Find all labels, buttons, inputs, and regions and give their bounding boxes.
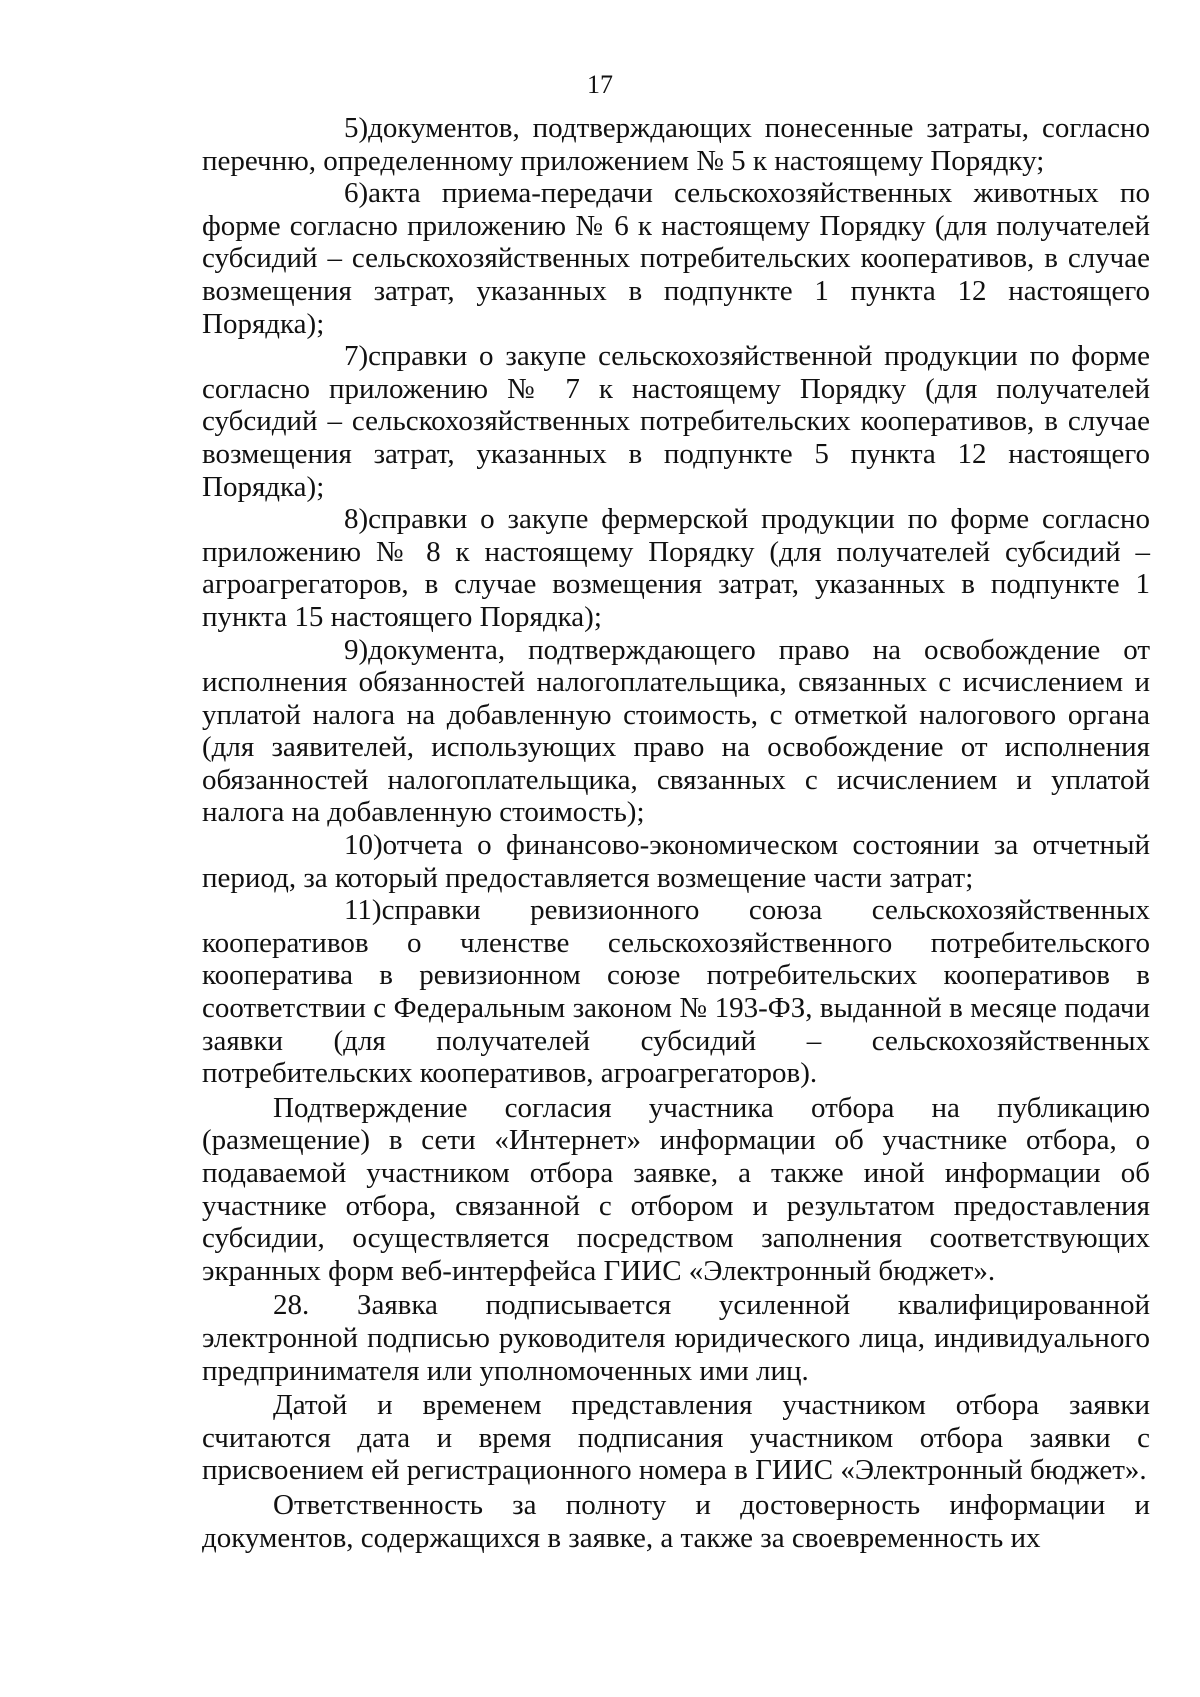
list-item-text: справки о закупе фермерской продукции по форме согласно приложению № 8 к настоящему Порядку (для получателей субсидий – агроагрегаторов, в случае возмещения затрат, указанных в подпункте 1 пункта 15 настоящего Порядка); — [202, 503, 1150, 633]
list-item-text: документов, подтверждающих понесенные затраты, согласно перечню, определенному приложением № 5 к настоящему Порядку; — [202, 112, 1150, 177]
list-item-number: 10) — [344, 829, 383, 862]
list-item-number: 6) — [344, 177, 369, 210]
list-item-number: 5) — [344, 112, 369, 144]
list-item — [202, 894, 1150, 1090]
list-item-text: справки о закупе сельскохозяйственной продукции по форме согласно приложению № 7 к настоящему Порядку (для получателей субсидий – сельскохозяйственных потребительских кооперативов, в случае возмещения затрат, указанных в подпункте 5 пункта 12 настоящего Порядка); — [202, 340, 1150, 503]
list-item-number: 9) — [344, 633, 369, 666]
list-item — [202, 634, 1150, 830]
document-body — [202, 112, 1150, 1554]
list-item — [202, 340, 1150, 503]
list-item-number: 7) — [344, 340, 369, 373]
paragraph-signature: 28. Заявка подписывается усиленной квалифицированной электронной подписью руководителя юридического лица, индивидуального предпринимателя или уполномоченных ими лиц. — [202, 1289, 1150, 1387]
list-item-number: 11) — [344, 894, 382, 927]
list-item-text: справки ревизионного союза сельскохозяйственных кооперативов о членстве сельскохозяйственного потребительского кооператива в ревизионном союзе потребительских кооперативов в соответствии с Федеральным законом № 193-ФЗ, выданной в месяце подачи заявки (для получателей субсидий – сельскохозяйственных потребительских кооперативов, агроагрегаторов). — [202, 894, 1150, 1090]
list-item-text: документа, подтверждающего право на освобождение от исполнения обязанностей налогоплательщика, связанных с исчислением и уплатой налога на добавленную стоимость, с отметкой налогового органа (для заявителей, использующих право на освобождение от исполнения обязанностей налогоплательщика, связанных с исчислением и уплатой налога на добавленную стоимость); — [202, 633, 1150, 829]
list-item-text: отчета о финансово-экономическом состоянии за отчетный период, за который предоставляется возмещение части затрат; — [202, 829, 1150, 894]
list-item — [202, 503, 1150, 633]
list-item-text: акта приема-передачи сельскохозяйственных животных по форме согласно приложению № 6 к настоящему Порядку (для получателей субсидий – сельскохозяйственных потребительских кооперативов, в случае возмещения затрат, указанных в подпункте 1 пункта 12 настоящего Порядка); — [202, 177, 1150, 340]
list-item — [202, 112, 1150, 177]
page-number: 17 — [587, 70, 613, 99]
list-item-number: 8) — [344, 503, 369, 536]
paragraph-consent: Подтверждение согласия участника отбора на публикацию (размещение) в сети «Интернет» информации об участнике отбора, о подаваемой участником отбора заявке, а также иной информации об участнике отбора, связанной с отбором и результатом предоставления субсидии, осуществляется посредством заполнения соответствующих экранных форм веб-интерфейса ГИИС «Электронный бюджет». — [202, 1091, 1150, 1287]
list-item — [202, 177, 1150, 340]
paragraph-date-time: Датой и временем представления участником отбора заявки считаются дата и время подписания участником отбора заявки с присвоением ей регистрационного номера в ГИИС «Электронный бюджет». — [202, 1389, 1150, 1487]
paragraph-responsibility: Ответственность за полноту и достоверность информации и документов, содержащихся в заявке, а также за своевременность их — [202, 1488, 1150, 1554]
list-item — [202, 829, 1150, 894]
